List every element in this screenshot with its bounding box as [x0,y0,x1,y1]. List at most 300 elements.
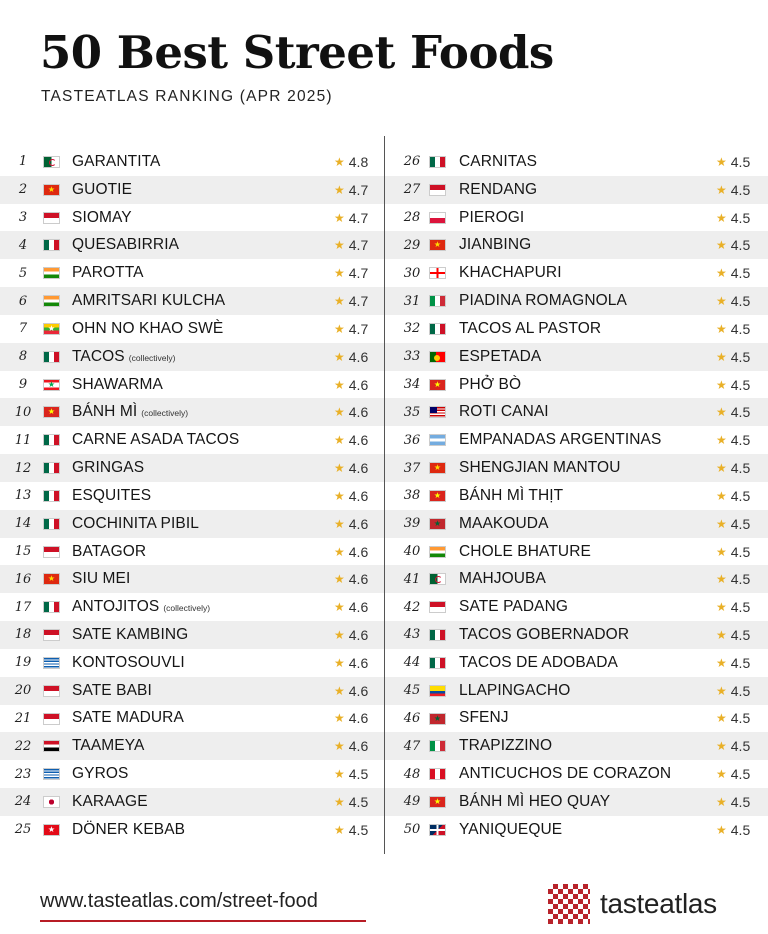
ranking-row [385,287,768,315]
brand-logo [548,884,717,924]
rating-value: 4.5 [730,265,751,282]
ranking-column-right [385,148,768,844]
ranking-row [0,565,384,593]
rating [716,766,750,782]
dish-name-text: KARAAGE [72,792,148,810]
dish-name-text: CHOLE BHATURE [459,542,591,560]
rating [334,822,368,838]
rating [334,432,368,448]
rating-value: 4.7 [348,293,369,310]
star-icon: ★ [334,655,345,670]
flag-mexico-icon [429,156,446,168]
rating [716,237,750,253]
rating [334,265,368,281]
ranking-row [0,621,384,649]
ranking-row [385,454,768,482]
rating [716,460,750,476]
dish-name [459,821,562,839]
star-icon: ★ [334,349,345,364]
ranking-row [385,204,768,232]
rating [334,321,368,337]
dish-name [72,709,184,727]
dish-name-text: COCHINITA PIBIL [72,514,199,532]
dish-name [459,264,562,282]
rank-number: 12 [14,460,32,476]
rating [334,293,368,309]
flag-china-icon: ★ [429,239,446,251]
rating-value: 4.6 [348,543,369,560]
star-icon: ★ [716,655,727,670]
dish-name [72,570,130,588]
rank-number: 38 [403,488,421,504]
dish-name-text: PIADINA ROMAGNOLA [459,292,627,310]
rank-number: 34 [403,377,421,393]
rating [716,432,750,448]
rating [716,655,750,671]
flag-malaysia-icon [429,406,446,418]
ranking-row [0,371,384,399]
rating [334,488,368,504]
checkered-logo-icon [548,884,590,924]
star-icon: ★ [334,154,345,169]
ranking-row [0,454,384,482]
ranking-row [385,732,768,760]
rating [334,683,368,699]
rating [334,154,368,170]
star-icon: ★ [334,321,345,336]
rating-value: 4.6 [348,626,369,643]
rating-value: 4.6 [348,515,369,532]
rank-number: 13 [14,488,32,504]
star-icon: ★ [716,767,727,782]
rating-value: 4.5 [730,376,751,393]
flag-mexico-icon [429,629,446,641]
flag-japan-icon [43,796,60,808]
rating [716,683,750,699]
ranking-row [385,371,768,399]
dish-name [72,320,223,338]
ranking-row [385,593,768,621]
rating-value: 4.5 [730,515,751,532]
ranking-row [385,148,768,176]
rank-number: 24 [14,794,32,810]
rating-value: 4.5 [730,543,751,560]
ranking-row [0,593,384,621]
dish-name-text: BATAGOR [72,542,147,560]
star-icon: ★ [716,377,727,392]
star-icon: ★ [334,516,345,531]
flag-indonesia-icon [429,601,446,613]
rating [716,349,750,365]
dish-name [72,153,160,171]
ranking-row [385,343,768,371]
dish-name-text: EMPANADAS ARGENTINAS [459,431,662,449]
ranking-row [385,482,768,510]
rating [716,599,750,615]
star-icon: ★ [716,405,727,420]
rank-number: 45 [403,683,421,699]
rank-number: 42 [403,599,421,615]
rank-number: 35 [403,404,421,420]
rating [334,655,368,671]
dish-name [459,626,629,644]
ranking-row [0,315,384,343]
rating-value: 4.5 [730,571,751,588]
rating [716,710,750,726]
dish-name-text: BÁNH MÌ [72,403,138,421]
star-icon: ★ [334,405,345,420]
flag-lebanon-icon: ★ [43,379,60,391]
ranking-row [385,621,768,649]
rating-value: 4.5 [348,793,369,810]
dish-name-text: GARANTITA [72,152,161,170]
star-icon: ★ [716,349,727,364]
flag-mexico-icon [43,434,60,446]
rating [334,404,368,420]
rating-value: 4.7 [348,237,369,254]
flag-china-icon: ★ [43,184,60,196]
rank-number: 17 [14,599,32,615]
rank-number: 20 [14,683,32,699]
star-icon: ★ [716,600,727,615]
dish-name-text: SIU MEI [72,570,131,588]
star-icon: ★ [716,544,727,559]
rating [716,210,750,226]
dish-name [459,459,621,477]
flag-egypt-icon [43,740,60,752]
rating [716,154,750,170]
ranking-row [385,816,768,844]
flag-algeria-icon [43,156,60,168]
ranking-row [0,732,384,760]
rating-value: 4.6 [348,710,369,727]
rank-number: 2 [18,182,28,198]
flag-myanmar-icon: ★ [43,323,60,335]
flag-mexico-icon [43,490,60,502]
flag-mexico-icon [43,601,60,613]
dish-name [459,793,610,811]
dish-name [459,737,552,755]
rating [334,738,368,754]
rating [334,544,368,560]
rating-value: 4.5 [730,348,751,365]
rank-number: 29 [403,237,421,253]
ranking-row [385,565,768,593]
rank-number: 6 [18,293,28,309]
rank-number: 1 [18,154,28,170]
rating-value: 4.5 [730,432,751,449]
ranking-row [0,649,384,677]
star-icon: ★ [334,600,345,615]
dish-name [459,181,537,199]
dish-name [72,264,144,282]
rating-value: 4.5 [348,766,369,783]
rank-number: 31 [403,293,421,309]
rating-value: 4.7 [348,320,369,337]
ranking-row [0,204,384,232]
star-icon: ★ [716,739,727,754]
rating [334,210,368,226]
star-icon: ★ [334,794,345,809]
rating-value: 4.7 [348,181,369,198]
dish-name-text: BÁNH MÌ THỊT [459,486,564,504]
dish-name [72,487,151,505]
dish-name-text: TRAPIZZINO [459,737,553,755]
ranking-row [385,760,768,788]
ranking-row [0,538,384,566]
flag-indonesia-icon [43,685,60,697]
rank-number: 46 [403,710,421,726]
rating-value: 4.5 [730,293,751,310]
flag-mexico-icon [43,239,60,251]
dish-name-text: GRINGAS [72,459,145,477]
ranking-row [0,398,384,426]
dish-name [72,515,199,533]
rating [334,627,368,643]
rating [716,488,750,504]
star-icon: ★ [334,767,345,782]
star-icon: ★ [334,294,345,309]
rating [716,822,750,838]
star-icon: ★ [716,516,727,531]
rating-value: 4.8 [348,153,369,170]
ranking-row [0,705,384,733]
footer-url-link[interactable]: www.tasteatlas.com/street-food [40,890,318,912]
dish-note: (collectively) [128,352,176,363]
flag-greece-icon [43,768,60,780]
dish-name-text: DÖNER KEBAB [72,820,186,838]
rank-number: 44 [403,655,421,671]
flag-indonesia-icon [429,184,446,196]
dish-name-text: PIEROGI [459,208,525,226]
flag-peru-icon [429,768,446,780]
rank-number: 30 [403,265,421,281]
rank-number: 32 [403,321,421,337]
dish-name-text: MAAKOUDA [459,514,549,532]
dish-name [459,292,627,310]
ranking-row [385,259,768,287]
ranking-row [385,426,768,454]
star-icon: ★ [716,154,727,169]
flag-indonesia-icon [43,629,60,641]
rating [334,516,368,532]
rating-value: 4.5 [730,626,751,643]
rank-number: 25 [14,822,32,838]
dish-name [459,515,549,533]
rank-number: 27 [403,182,421,198]
rank-number: 50 [403,822,421,838]
star-icon: ★ [716,266,727,281]
dish-name-text: ANTOJITOS [72,598,160,616]
flag-mexico-icon [429,657,446,669]
dish-name-text: TACOS DE ADOBADA [459,653,618,671]
dish-name-text: CARNITAS [459,152,538,170]
rank-number: 19 [14,655,32,671]
star-icon: ★ [334,822,345,837]
rating [334,237,368,253]
rating [716,571,750,587]
rating [716,627,750,643]
rating-value: 4.5 [730,682,751,699]
star-icon: ★ [716,794,727,809]
flag-ecuador-icon [429,685,446,697]
ranking-row [0,760,384,788]
flag-china-icon: ★ [43,573,60,585]
rank-number: 39 [403,516,421,532]
rating-value: 4.6 [348,376,369,393]
flag-argentina-icon [429,434,446,446]
flag-india-icon [429,546,446,558]
rating-value: 4.6 [348,682,369,699]
flag-india-icon [43,267,60,279]
rank-number: 21 [14,710,32,726]
dish-name-text: ESPETADA [459,347,542,365]
ranking-row [385,176,768,204]
dish-name-text: AMRITSARI KULCHA [72,292,226,310]
dish-name [459,570,546,588]
dish-name [459,487,563,505]
dish-name [459,543,591,561]
rating-value: 4.5 [730,153,751,170]
rating [716,321,750,337]
star-icon: ★ [334,238,345,253]
dish-name [459,654,618,672]
ranking-row [0,343,384,371]
dish-name [72,376,163,394]
dish-name-text: KHACHAPURI [459,264,562,282]
rank-number: 5 [18,265,28,281]
ranking-row [385,315,768,343]
ranking-row [0,788,384,816]
star-icon: ★ [334,711,345,726]
star-icon: ★ [334,182,345,197]
dish-name-text: RENDANG [459,180,538,198]
star-icon: ★ [716,461,727,476]
rating [716,794,750,810]
dish-name-text: PAROTTA [72,264,144,282]
dish-name [72,737,144,755]
flag-indonesia-icon [43,713,60,725]
flag-vietnam-icon: ★ [429,796,446,808]
dish-name-text: SIOMAY [72,208,132,226]
rank-number: 7 [18,321,28,337]
dish-name-text: GUOTIE [72,180,133,198]
dish-name [459,765,671,783]
flag-mexico-icon [43,518,60,530]
star-icon: ★ [334,210,345,225]
rating-value: 4.6 [348,654,369,671]
star-icon: ★ [334,461,345,476]
flag-mexico-icon [43,351,60,363]
dish-name [459,209,524,227]
dish-note: (collectively) [141,408,189,419]
dish-name [72,181,132,199]
dish-name-text: ROTI CANAI [459,403,549,421]
rating-value: 4.5 [730,821,751,838]
ranking-row [0,482,384,510]
rank-number: 33 [403,349,421,365]
rating-value: 4.7 [348,265,369,282]
dish-name-text: CARNE ASADA TACOS [72,431,240,449]
ranking-row [0,176,384,204]
rating-value: 4.5 [730,209,751,226]
rating-value: 4.6 [348,487,369,504]
dish-name-text: SATE BABI [72,681,152,699]
rating-value: 4.6 [348,404,369,421]
ranking-row [385,677,768,705]
rating [334,349,368,365]
rating-value: 4.7 [348,209,369,226]
rating-value: 4.6 [348,738,369,755]
dish-name [459,598,568,616]
rating-value: 4.5 [730,793,751,810]
ranking-row [0,148,384,176]
rating [334,377,368,393]
rating-value: 4.5 [730,710,751,727]
dish-name [72,236,179,254]
rank-number: 9 [18,377,28,393]
rank-number: 49 [403,794,421,810]
rating [334,710,368,726]
dish-name [459,709,509,727]
ranking-row [385,231,768,259]
star-icon: ★ [716,711,727,726]
rank-number: 47 [403,738,421,754]
dish-name [459,348,541,366]
rating [334,794,368,810]
rating-value: 4.6 [348,432,369,449]
rank-number: 16 [14,571,32,587]
star-icon: ★ [716,683,727,698]
flag-india-icon [43,295,60,307]
rank-number: 15 [14,544,32,559]
dish-name [72,543,146,561]
rank-number: 37 [403,460,421,476]
rank-number: 4 [18,237,28,253]
dish-name-text: SHAWARMA [72,375,163,393]
rating [716,182,750,198]
rating [334,182,368,198]
flag-italy-icon [429,295,446,307]
dish-name-text: KONTOSOUVLI [72,653,185,671]
rank-number: 18 [14,627,32,643]
flag-portugal-icon [429,351,446,363]
dish-name [72,821,185,839]
star-icon: ★ [716,294,727,309]
flag-morocco-icon: ★ [429,713,446,725]
flag-algeria-icon [429,573,446,585]
rating-value: 4.6 [348,599,369,616]
rating-value: 4.5 [730,654,751,671]
rank-number: 28 [403,210,421,226]
dish-name [459,682,570,700]
star-icon: ★ [716,321,727,336]
dish-name-text: GYROS [72,765,129,783]
rating-value: 4.5 [730,487,751,504]
dish-name [72,459,144,477]
dish-name-text: ESQUITES [72,486,152,504]
flag-greece-icon [43,657,60,669]
rating-value: 4.5 [730,738,751,755]
star-icon: ★ [334,572,345,587]
star-icon: ★ [716,488,727,503]
dish-name-text: BÁNH MÌ HEO QUAY [459,792,611,810]
dish-name [72,682,152,700]
dish-name-text: PHỞ BÒ [459,375,522,393]
ranking-row [385,510,768,538]
flag-morocco-icon: ★ [429,518,446,530]
dish-name [459,153,537,171]
